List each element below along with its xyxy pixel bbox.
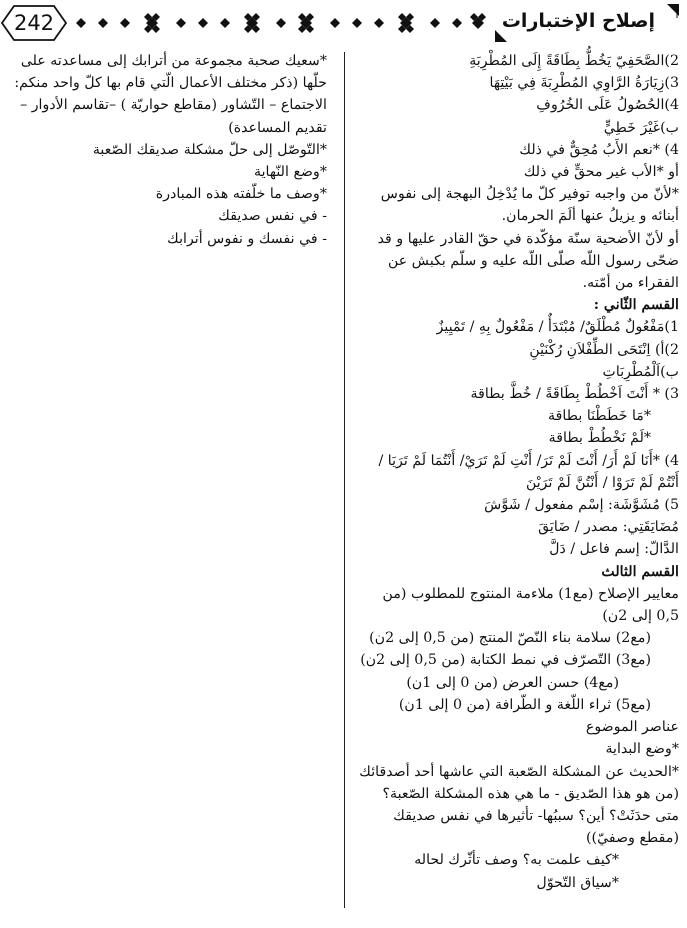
section-title: إصلاح الإختبارات [501,10,655,32]
topic-line: *سياق التّحوّل [536,874,619,891]
answer-line: *مَا خَطَطْنَا بطاقة [548,408,651,425]
answer-line: 2)أ) اِنْتَحَى الطِّفْلاَنِ رُكْنَيْنِ [529,341,679,358]
topic-line: - في نفس صديقك [218,208,327,225]
topic-paragraph: *الحديث عن المشكلة الصّعبة التي عاشها أحد أصدقائك (من هو هذا الصّديق - ما هي هذه المشكلة الصّعبة؟ متى حدَثَتْ؟ أين؟ سببُها- تأثيرها في نفس صديقك (مقطع وصفيّ)) [359,763,679,847]
answer-paragraph: 4) *أَنَا لَمْ أَرَ/ أَنْتَ لَمْ تَرَ/ أَنْتِ لَمْ تَرَيْ/ أَنْتُمَا لَمْ تَرَيَا / أَنْتُمْ لَمْ تَرَوْا / أَنْتُنَّ لَمْ تَرَيْنَ [378,452,679,491]
topic-line: *كيف علمت به؟ وصف تأثّرك لحاله [414,852,619,869]
column-divider [344,52,345,908]
topic-line: *وضع البداية [605,741,679,758]
section-heading: القسم الثّاني : [593,297,679,314]
criteria-line: (مع4) حسن العرض (من 0 إلى 1ن) [406,674,619,691]
diamond-ornament-row-icon [70,8,490,38]
topic-line: *التّوصّل إلى حلّ مشكلة صديقك الصّعبة [92,141,327,158]
answer-line: *لَمْ نَخْطُطْ بطاقة [548,430,651,447]
section-heading: القسم الثالث [601,563,679,580]
criteria-line: (مع3) التّصرّف في نمط الكتابة (من 0,5 إلى 2ن) [360,652,651,669]
answer-line: 1)مَفْعُولٌ مُطْلَقٌ/ مُبْتَدَأٌ / مَفْعُولٌ بِهِ / تَمْيِيزٌ [436,319,679,336]
answer-line: ب)غَيْرَ خَطِيٍّ [603,119,679,136]
topic-heading: عناصر الموضوع [585,719,679,736]
answer-line: 3) * أَنْتَ اَخْطُطْ بِطَاقَةً / خُطَّ بطاقة [470,386,679,403]
answer-line: 4) *نعم الأَبُ مُحِقٌّ في ذلك [519,141,679,158]
answer-line: الدَّالّ: إسم فاعل / دَلَّ [549,541,679,558]
answer-line: 3)زِيَارَةُ الرَّاوِي المُطْرِبَةَ فِي بَيْتِهَا [489,75,679,92]
answer-line: مُضَايَقَتِي: مصدر / ضَايَقَ [538,519,679,536]
topic-line: - في نفسك و نفوس أترابك [167,230,327,247]
answer-line: ب)اَلْمُطْرِبَاتِ [602,363,679,380]
left-column [5,50,327,250]
topic-paragraph: *سعيك صحبة مجموعة من أترابك إلى مساعدته على حلّها (ذكر مختلف الأعمال الّتي قام بها كلّ واحد منكم: الاجتماع – التّشاور (مقاطع حواريّة ) –تقاسم الأدوار – تقديم المساعدة) [14,53,327,136]
page-header [0,0,687,48]
answer-line: أو *الأب غير محقٍّ في ذلك [523,164,679,181]
answer-paragraph: أو لأنّ الأضحية سنّة مؤكّدة في حقّ القادر عليها و قد ضحّى رسول اللّه صلّى اللّه عليه و سلّم بكبش عن الفقراء من أمّته. [377,230,679,292]
section-title-box [491,2,681,44]
criteria-paragraph: معايير الإصلاح (مع1) ملاءمة المنتوج للمطلوب (من 0,5 إلى 2ن) [382,585,679,625]
right-column [357,50,679,894]
page-number: 242 [13,11,55,35]
topic-line: *وصف ما خلّفته هذه المبادرة [155,186,327,203]
page-number-badge [0,4,68,42]
answer-paragraph: *لأنّ من واجبه توفير كلّ ما يُدْخِلُ البهجة إلى نفوس أبنائه و يزيلُ عنها ألَمَ الحرمان. [380,186,679,225]
answer-line: 4)الحُصُولُ عَلَى الخُرُوفِ [536,97,679,114]
criteria-line: (مع5) ثراء اللّغة و الطّرافة (من 0 إلى 1ن) [398,696,651,713]
answer-line: 5) مُشَوَّشَة: إسْم مفعول / شَوَّشَ [484,497,679,514]
answer-line: 2)الصَّحَفِيّ يَخُطُّ بِطَاقَةً إِلَى المُطْرِبَةِ [469,53,679,69]
criteria-line: (مع2) سلامة بناء النّصّ المنتج (من 0,5 إلى 2ن) [369,630,651,647]
topic-line: *وضع النّهاية [253,164,327,181]
